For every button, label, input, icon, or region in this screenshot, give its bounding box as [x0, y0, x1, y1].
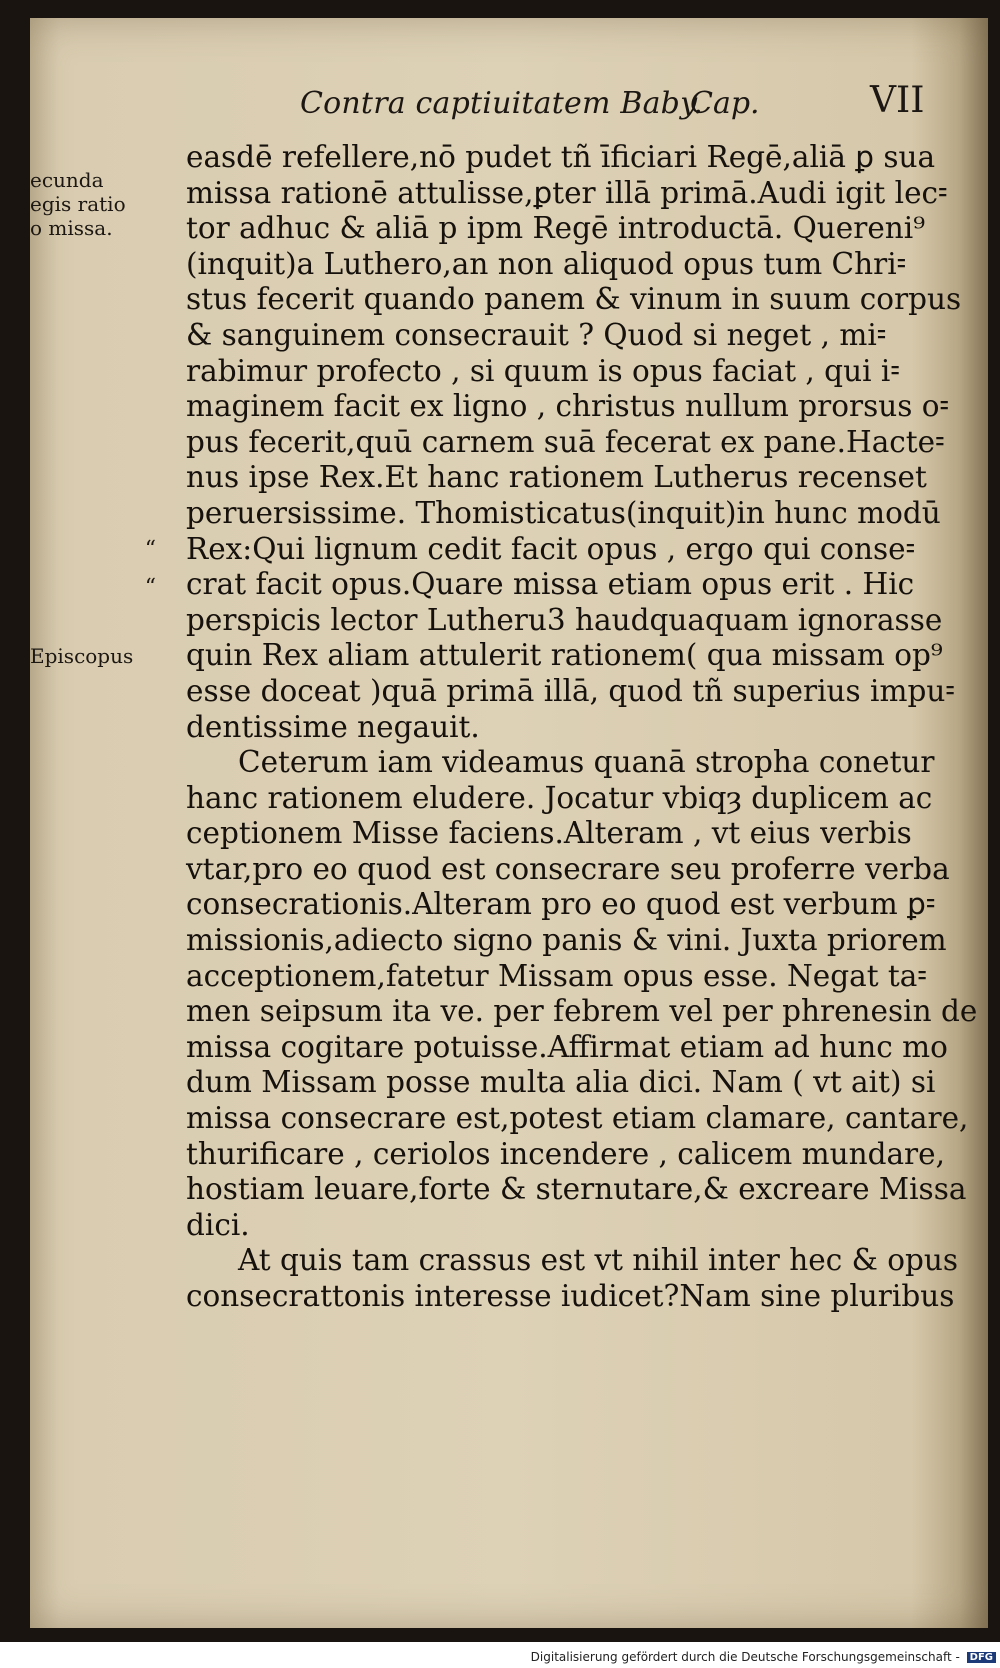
text-line: men seipsum ita ve. per febrem vel per phrenesin de — [186, 994, 978, 1029]
margin-note-secunda — [30, 168, 148, 240]
text-line: missa rationē attulisse,ꝑter illā primā.Audi igit lec⹀ — [186, 175, 948, 210]
margin-note-episcopus: Episcopus — [30, 644, 134, 668]
footer-credit: Digitalisierung gefördert durch die Deutsche Forschungsgemeinschaft - — [530, 1650, 960, 1664]
text-line: stus fecerit quando panem & vinum in suum corpus — [186, 282, 962, 317]
running-title: Contra captiuitatem Baby. — [300, 86, 703, 121]
text-line: tor adhuc & aliā p ipm Regē introductā. Quereni⁹ — [186, 211, 926, 246]
text-line: peruersissime. Thomisticatus(inquit)in hunc modū — [186, 495, 941, 530]
text-line: rabimur profecto , si quum is opus faciat , qui i⹀ — [186, 353, 900, 388]
body-text — [186, 140, 976, 1315]
margin-note-line: ecunda — [30, 168, 104, 192]
folio-number: VII — [870, 80, 925, 121]
page-header — [300, 80, 948, 130]
text-line: crat facit opus.Quare missa etiam opus erit . Hic — [186, 567, 915, 602]
text-line: pus fecerit,quū carnem suā fecerat ex pane.Hacte⹀ — [186, 424, 945, 459]
text-line: quin Rex aliam attulerit rationem( qua missam op⁹ — [186, 638, 943, 673]
chapter-label: Cap. — [690, 86, 760, 121]
text-line: missionis,adiecto signo panis & vini. Juxta priorem — [186, 923, 947, 958]
book-page — [30, 18, 988, 1628]
text-line: missa cogitare potuisse.Affirmat etiam ad hunc mo — [186, 1029, 948, 1064]
text-line: acceptionem,fatetur Missam opus esse. Negat ta⹀ — [186, 958, 927, 993]
text-line: ceptionem Misse faciens.Alteram , vt eius verbis — [186, 816, 912, 851]
text-line: esse doceat )quā primā illā, quod tñ superius impu⹀ — [186, 673, 955, 708]
text-line: dentissime negauit. — [186, 709, 480, 744]
margin-note-line: egis ratio — [30, 192, 126, 216]
text-line: & sanguinem consecrauit ? Quod si neget , mi⹀ — [186, 317, 887, 352]
text-line: consecrationis.Alteram pro eo quod est verbum ꝑ⹀ — [186, 887, 936, 922]
text-line: easdē refellere,nō pudet tñ īficiari Regē,aliā ꝑ sua — [186, 140, 936, 174]
paragraph-start-line: At quis tam crassus est vt nihil inter hec & opus — [238, 1243, 959, 1278]
margin-quote-mark: “ — [144, 537, 156, 562]
text-line: consecrattonis interesse iudicet?Nam sine pluribus — [186, 1279, 955, 1313]
text-line: thurificare , ceriolos incendere , calicem mundare, — [186, 1136, 945, 1171]
text-line: hanc rationem eludere. Jocatur vbiqȝ duplicem ac — [186, 780, 933, 815]
text-line: missa consecrare est,potest etiam clamare, cantare, — [186, 1101, 969, 1136]
text-line: vtar,pro eo quod est consecrare seu proferre verba — [186, 851, 950, 886]
margin-quote-mark: “ — [144, 575, 156, 600]
text-line: hostiam leuare,forte & sternutare,& excreare Missa — [186, 1172, 967, 1207]
dfg-logo-icon: DFG — [967, 1652, 996, 1663]
paragraph-start-line: Ceterum iam videamus quanā stropha conetur — [238, 745, 935, 780]
text-line: dum Missam posse multa alia dici. Nam ( vt ait) si — [186, 1065, 936, 1100]
digitization-footer — [0, 1650, 996, 1664]
text-line: maginem facit ex ligno , christus nullum prorsus o⹀ — [186, 389, 949, 424]
margin-note-line: o missa. — [30, 216, 113, 240]
text-line: perspicis lector Lutheru3 haudquaquam ignorasse — [186, 602, 943, 637]
text-line: dici. — [186, 1207, 250, 1242]
text-line: nus ipse Rex.Et hanc rationem Lutherus recenset — [186, 460, 927, 495]
text-line: Rex:Qui lignum cedit facit opus , ergo qui conse⹀ — [186, 531, 916, 566]
text-line: (inquit)a Luthero,an non aliquod opus tum Chri⹀ — [186, 246, 907, 281]
